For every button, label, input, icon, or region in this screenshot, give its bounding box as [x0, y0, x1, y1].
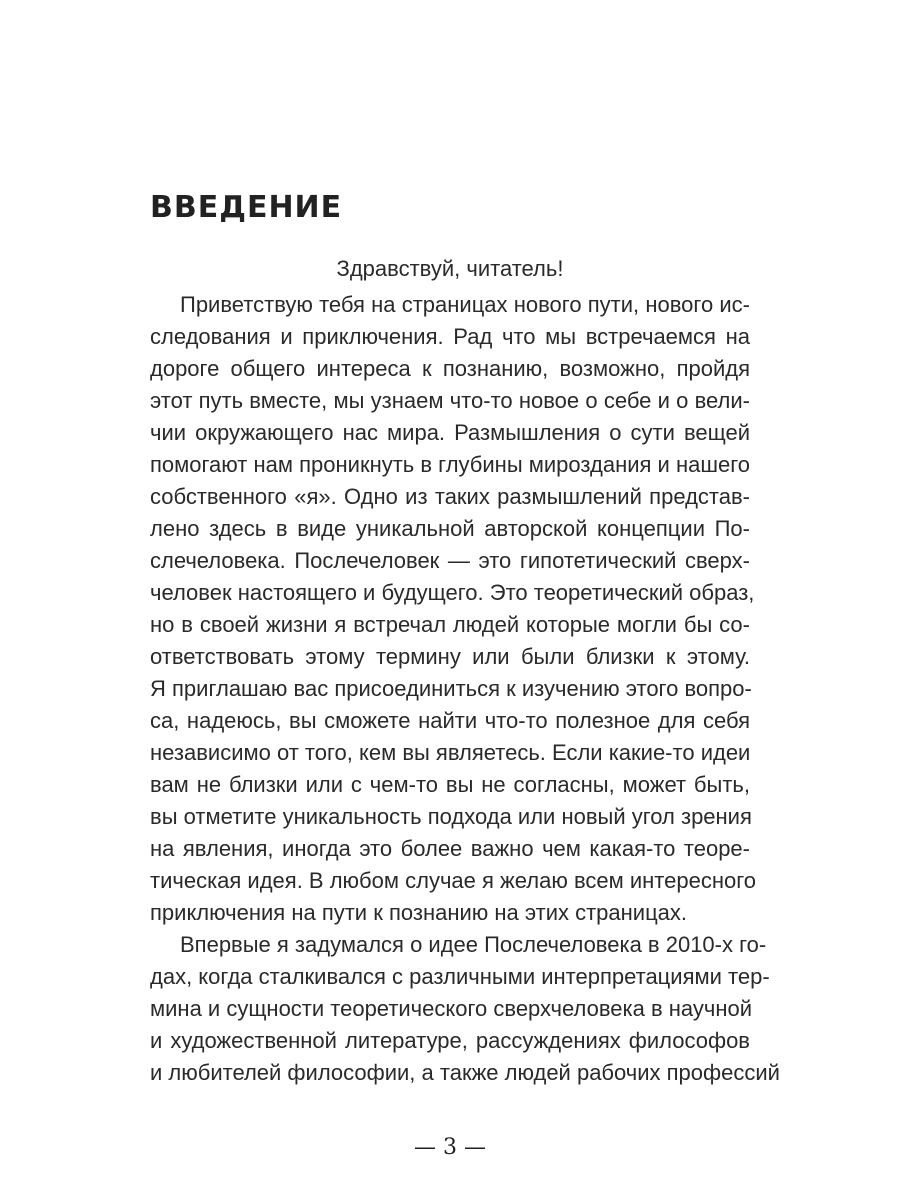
text-line: дороге общего интереса к познанию, возможно, пройдя	[150, 356, 750, 381]
text-line: независимо от того, кем вы являетесь. Если какие-то идеи	[150, 740, 751, 765]
text-line: слечеловека. Послечеловек — это гипотетический сверх-	[150, 548, 750, 573]
text-line: чии окружающего нас мира. Размышления о сути вещей	[150, 420, 750, 445]
text-line: Приветствую тебя на страницах нового пути, нового ис-	[180, 292, 750, 317]
page-number: — 3 —	[414, 1135, 486, 1160]
text-line: и художественной литературе, рассуждениях философов	[150, 1028, 750, 1053]
text-line: помогают нам проникнуть в глубины мироздания и нашего	[150, 452, 750, 477]
text-line: са, надеюсь, вы сможете найти что-то полезное для себя	[150, 708, 750, 733]
text-line: мина и сущности теоретического сверхчеловека в научной	[150, 996, 753, 1021]
text-line: человек настоящего и будущего. Это теоретический образ,	[150, 580, 755, 605]
text-line: следования и приключения. Рад что мы встречаемся на	[150, 324, 750, 349]
chapter-heading: ВВЕДЕНИЕ	[150, 190, 343, 225]
greeting-line: Здравствуй, читатель!	[336, 256, 564, 281]
text-line: тическая идея. В любом случае я желаю всем интересного	[150, 868, 756, 893]
text-line: приключения на пути к познанию на этих страницах.	[150, 900, 688, 925]
text-line: собственного «я». Одно из таких размышлений представ-	[150, 484, 750, 509]
text-line: этот путь вместе, мы узнаем что-то новое о себе и о вели-	[150, 388, 750, 413]
text-line: вам не близки или с чем-то вы не согласны, может быть,	[150, 772, 750, 797]
text-line: ответствовать этому термину или были близки к этому.	[150, 644, 750, 669]
text-line: Я приглашаю вас присоединиться к изучению этого вопро-	[150, 676, 752, 701]
text-line: и любителей философии, а также людей рабочих профессий	[150, 1060, 780, 1085]
text-line: лено здесь в виде уникальной авторской концепции По-	[150, 516, 750, 541]
text-line: но в своей жизни я встречал людей которые могли бы со-	[150, 612, 750, 637]
text-line: Впервые я задумался о идее Послечеловека в 2010-х го-	[180, 932, 767, 957]
text-line: вы отметите уникальность подхода или новый угол зрения	[150, 804, 752, 829]
text-line: дах, когда сталкивался с различными интерпретациями тер-	[150, 964, 770, 989]
text-line: на явления, иногда это более важно чем какая-то теоре-	[150, 836, 750, 861]
